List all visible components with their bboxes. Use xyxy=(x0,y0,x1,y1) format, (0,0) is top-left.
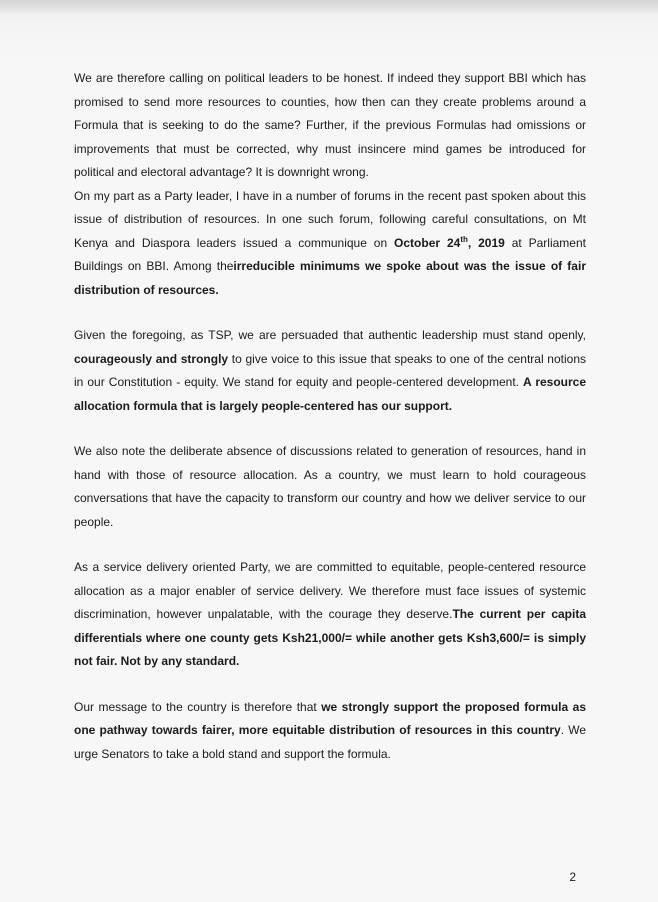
paragraph-1 xyxy=(74,67,586,185)
page-number: 2 xyxy=(569,870,576,884)
paragraph-6-text-c: . We urge Senators to take a bold stand and support the formula. xyxy=(74,723,586,761)
paragraph-5-bold: The current per capita differentials where one county gets Ksh21,000/= while another gets Ksh3,600/= is simply not fair. Not by any standard. xyxy=(74,607,586,668)
document-body xyxy=(74,67,586,766)
date-text: October 24 xyxy=(394,235,461,250)
paragraph-3-bold-b: courageously and strongly xyxy=(74,351,229,366)
paragraph-3-bold-d: A resource allocation formula that is largely people-centered has our support. xyxy=(74,375,587,413)
paragraph-1-text: We are therefore calling on political leaders to be honest. If indeed they support BBI which has promised to send more resources to counties, how then can they create problems around a Formula that is seeking to do the same? Further, if the previous Formulas had omissions or improvements that must be corrected, why must insincere mind games be introduced for political and electoral advantage? It is downright wrong. xyxy=(74,71,586,179)
paragraph-5-text-a: As a service delivery oriented Party, we are committed to equitable, people-centered resource allocation as a major enabler of service delivery. We therefore must face issues of systemic discrimination, however unpalatable, with the courage they deserve. xyxy=(74,560,586,621)
communique-date xyxy=(394,236,505,250)
paragraph-2-text-c: at Parliament Buildings on BBI. Among the xyxy=(74,235,586,273)
paragraph-5 xyxy=(74,556,586,674)
paragraph-6-text-a: Our message to the country is therefore that xyxy=(74,699,322,714)
paragraph-6-bold: we strongly support the proposed formula as one pathway towards fairer, more equitable distribution of resources in this country xyxy=(74,699,587,737)
paragraph-2-bold: irreducible minimums we spoke about was the issue of fair distribution of resources. xyxy=(74,259,586,297)
page-top-edge xyxy=(0,0,658,14)
paragraph-4 xyxy=(74,440,586,534)
paragraph-4-text: We also note the deliberate absence of discussions related to generation of resources, hand in hand with those of resource allocation. As a country, we must learn to hold courageous conversations that have the capacity to transform our country and how we deliver service to our people. xyxy=(74,444,586,529)
date-year: , 2019 xyxy=(467,235,505,250)
paragraph-3-text-c: to give voice to this issue that speaks to one of the central notions in our Constitution - equity. We stand for equity and people-centered development. xyxy=(74,351,586,389)
paragraph-2 xyxy=(74,185,586,303)
paragraph-6 xyxy=(74,696,586,767)
paragraph-2-text-a: On my part as a Party leader, I have in a number of forums in the recent past spoken about this issue of distribution of resources. In one such forum, following careful consultations, on Mt Kenya and Diaspora leaders issued a communique on xyxy=(74,188,586,250)
paragraph-3 xyxy=(74,324,586,418)
date-superscript: th xyxy=(460,234,468,244)
paragraph-3-text-a: Given the foregoing, as TSP, we are persuaded that authentic leadership must stand openly, xyxy=(74,328,586,342)
